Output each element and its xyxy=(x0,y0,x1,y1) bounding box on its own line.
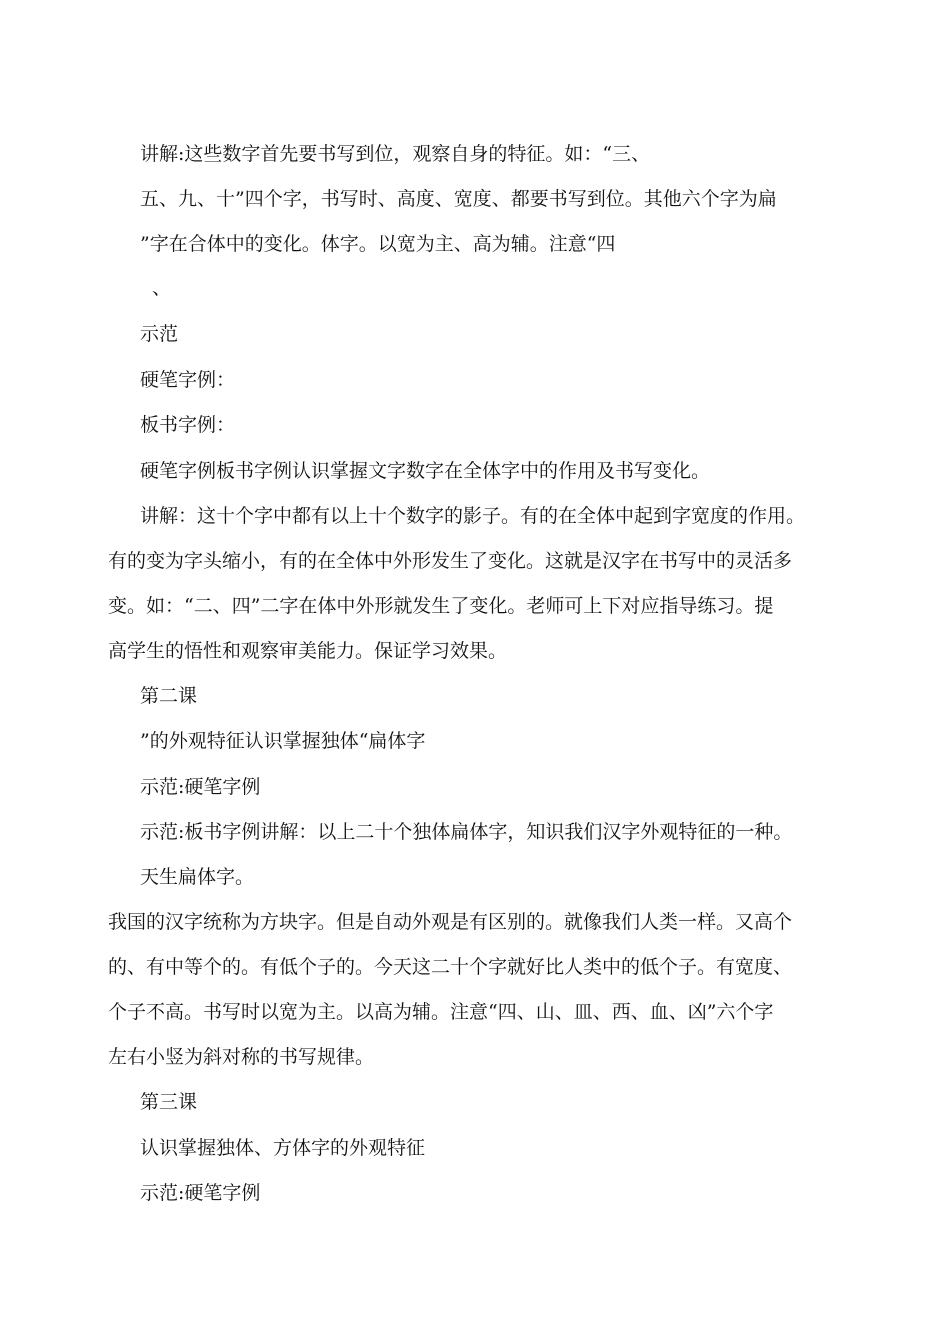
text-line: 讲解：这十个字中都有以上十个数字的影子。有的在全体中起到字宽度的作用。 xyxy=(140,505,806,527)
text-line: 高学生的悟性和观察审美能力。保证学习效果。 xyxy=(108,640,508,662)
text-line: 、 xyxy=(152,277,172,299)
text-line: 示范 xyxy=(140,323,179,345)
text-line: 个子不高。书写时以宽为主。以高为辅。注意“四、山、皿、西、血、凶”六个字 xyxy=(108,1001,774,1023)
text-line: 的、有中等个的。有低个子的。今天这二十个字就好比人类中的低个子。有宽度、 xyxy=(108,956,793,978)
text-line: 有的变为字头缩小，有的在全体中外形发生了变化。这就是汉字在书写中的灵活多 xyxy=(108,550,793,572)
text-line: 板书字例： xyxy=(140,414,236,436)
text-line: 硬笔字例板书字例认识掌握文字数字在全体字中的作用及书写变化。 xyxy=(140,460,711,482)
text-line: 五、九、十”四个字，书写时、高度、宽度、都要书写到位。其他六个字为扁 xyxy=(140,188,777,210)
text-line: ”的外观特征认识掌握独体“扁体字 xyxy=(140,730,426,752)
text-line: 示范:板书字例讲解：以上二十个独体扁体字，知识我们汉字外观特征的一种。 xyxy=(140,821,793,843)
text-line: 左右小竖为斜对称的书写规律。 xyxy=(108,1046,375,1068)
text-line: 示范:硬笔字例 xyxy=(140,776,261,798)
text-line: 示范:硬笔字例 xyxy=(140,1182,261,1204)
text-line: 变。如：“二、四”二字在体中外形就发生了变化。老师可上下对应指导练习。提 xyxy=(108,595,774,617)
text-line: 硬笔字例： xyxy=(140,369,236,391)
text-line: 认识掌握独体、方体字的外观特征 xyxy=(140,1137,426,1159)
section-heading: 第三课 xyxy=(140,1091,198,1113)
text-line: 我国的汉字统称为方块字。但是自动外观是有区别的。就像我们人类一样。又高个 xyxy=(108,911,793,933)
text-line: 天生扁体字。 xyxy=(140,866,255,888)
section-heading: 第二课 xyxy=(140,685,198,707)
text-line: ”字在合体中的变化。体字。以宽为主、高为辅。注意“四 xyxy=(140,233,616,255)
text-line: 讲解:这些数字首先要书写到位，观察自身的特征。如：“三、 xyxy=(140,143,651,165)
